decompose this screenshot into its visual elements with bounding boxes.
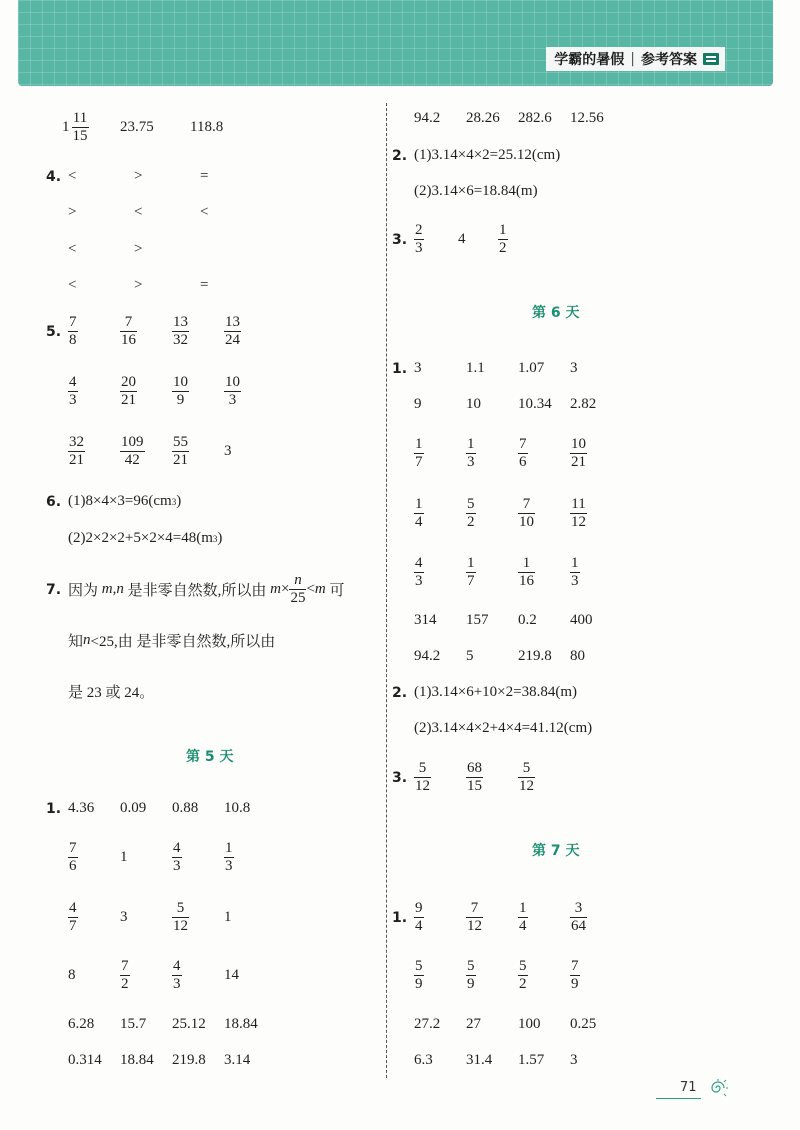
question-number: 3. xyxy=(392,231,408,248)
q7-line: 知 n <25,由 是非零自然数,所以由 xyxy=(68,632,276,650)
book-icon xyxy=(703,53,719,65)
answer-value: 118.8 xyxy=(190,119,224,135)
answer-row: 1. 3 1.1 1.07 3 xyxy=(392,360,578,377)
q2-line: (2)3.14×4×2+4×4=41.12(cm) xyxy=(414,720,593,736)
q6-line: 6. (1)8×4×3=96(cm 3 ) xyxy=(46,493,182,510)
answer-row: $\frac{1}{7}$ $\frac{1}{3}$ $\frac{7}{6}$ $\frac{10}{21}$ xyxy=(415,436,586,470)
q6-line: (2)2×2×2+5×2×4=48(m 3 ) xyxy=(68,530,223,546)
answer-row: 6.28 15.7 25.12 18.84 xyxy=(68,1016,258,1032)
q7-line: 7. 因为 m , n 是非零自然数,所以由 m × $\frac{n}{25}$ < m 可 xyxy=(46,572,345,606)
answer-row: 1. 4.36 0.09 0.88 10.8 xyxy=(46,800,251,817)
q4-row: < > xyxy=(68,241,143,257)
q5-row: $\frac{32}{21}$ $\frac{109}{42}$ $\frac{55}{21}$ 3 xyxy=(69,434,232,468)
answer-row: 3. $\frac{5}{12}$ $\frac{68}{15}$ $\frac{5}{12}$ xyxy=(392,760,534,794)
question-number: 1. xyxy=(392,360,408,377)
q5-row: 5. $\frac{7}{8}$ $\frac{7}{16}$ $\frac{13}{32}$ $\frac{13}{24}$ xyxy=(46,314,240,348)
answer-row: 0.314 18.84 219.8 3.14 xyxy=(68,1052,251,1068)
answer-row: 3. $\frac{2}{3}$ 4 $\frac{1}{2}$ xyxy=(392,222,507,256)
question-number: 1. xyxy=(392,909,408,926)
q2-line: (2)3.14×6=18.84(m) xyxy=(414,183,538,199)
question-number: 7. xyxy=(46,581,62,598)
header-label xyxy=(546,47,725,71)
answer-row: $\frac{1}{4}$ $\frac{5}{2}$ $\frac{7}{10}$ $\frac{11}{12}$ xyxy=(415,496,586,530)
answer-row xyxy=(62,110,242,145)
answer-row: 1. $\frac{9}{4}$ $\frac{7}{12}$ $\frac{1}{4}$ $\frac{3}{64}$ xyxy=(392,900,586,934)
header-banner xyxy=(18,0,773,86)
q4-row: > < < xyxy=(68,204,209,220)
day-heading: 第 6 天 xyxy=(532,305,580,321)
answer-row: 8 $\frac{7}{2}$ $\frac{4}{3}$ 14 xyxy=(68,958,239,992)
header-separator: | xyxy=(630,51,635,67)
page-number-underline xyxy=(656,1098,701,1099)
q2-line: 2. (1)3.14×4×2=25.12(cm) xyxy=(392,147,561,164)
question-number: 1. xyxy=(46,800,62,817)
column-divider xyxy=(386,103,387,1078)
answer-row: $\frac{5}{9}$ $\frac{5}{9}$ $\frac{5}{2}$ $\frac{7}{9}$ xyxy=(415,958,579,992)
page-number: 71 xyxy=(680,1080,697,1095)
answer-row: $\frac{4}{3}$ $\frac{1}{7}$ $\frac{1}{16}$ $\frac{1}{3}$ xyxy=(415,555,579,589)
question-number: 3. xyxy=(392,769,408,786)
book-title: 学霸的暑假 xyxy=(554,52,625,68)
mixed-number: 1 $\frac{11}{15}$ xyxy=(62,110,88,144)
question-number: 2. xyxy=(392,147,408,164)
q7-line: 是 23 或 24。 xyxy=(68,685,155,701)
answer-row: $\frac{4}{7}$ 3 $\frac{5}{12}$ 1 xyxy=(69,900,232,934)
question-number: 5. xyxy=(46,323,62,340)
answer-value: 23.75 xyxy=(120,119,154,135)
q2-line: 2. (1)3.14×6+10×2=38.84(m) xyxy=(392,684,577,701)
q4-row: < > = xyxy=(68,277,209,293)
swirl-icon xyxy=(708,1078,728,1098)
question-number: 4. xyxy=(46,168,62,185)
question-number: 2. xyxy=(392,684,408,701)
question-number: 6. xyxy=(46,493,62,510)
day-heading: 第 7 天 xyxy=(532,843,580,859)
q5-row: $\frac{4}{3}$ $\frac{20}{21}$ $\frac{10}{9}$ $\frac{10}{3}$ xyxy=(69,374,240,408)
answer-row: 9 10 10.34 2.82 xyxy=(414,396,597,412)
answer-row: 94.2 28.26 282.6 12.56 xyxy=(414,110,604,126)
section-title: 参考答案 xyxy=(641,52,697,68)
answer-row: 314 157 0.2 400 xyxy=(414,612,593,628)
answer-row: $\frac{7}{6}$ 1 $\frac{4}{3}$ $\frac{1}{3}$ xyxy=(69,840,233,874)
answer-row: 6.3 31.4 1.57 3 xyxy=(414,1052,578,1068)
day-heading: 第 5 天 xyxy=(186,749,234,765)
q4-row: 4. < > = xyxy=(46,168,209,185)
answer-row: 94.2 5 219.8 80 xyxy=(414,648,585,664)
answer-row: 27.2 27 100 0.25 xyxy=(414,1016,597,1032)
